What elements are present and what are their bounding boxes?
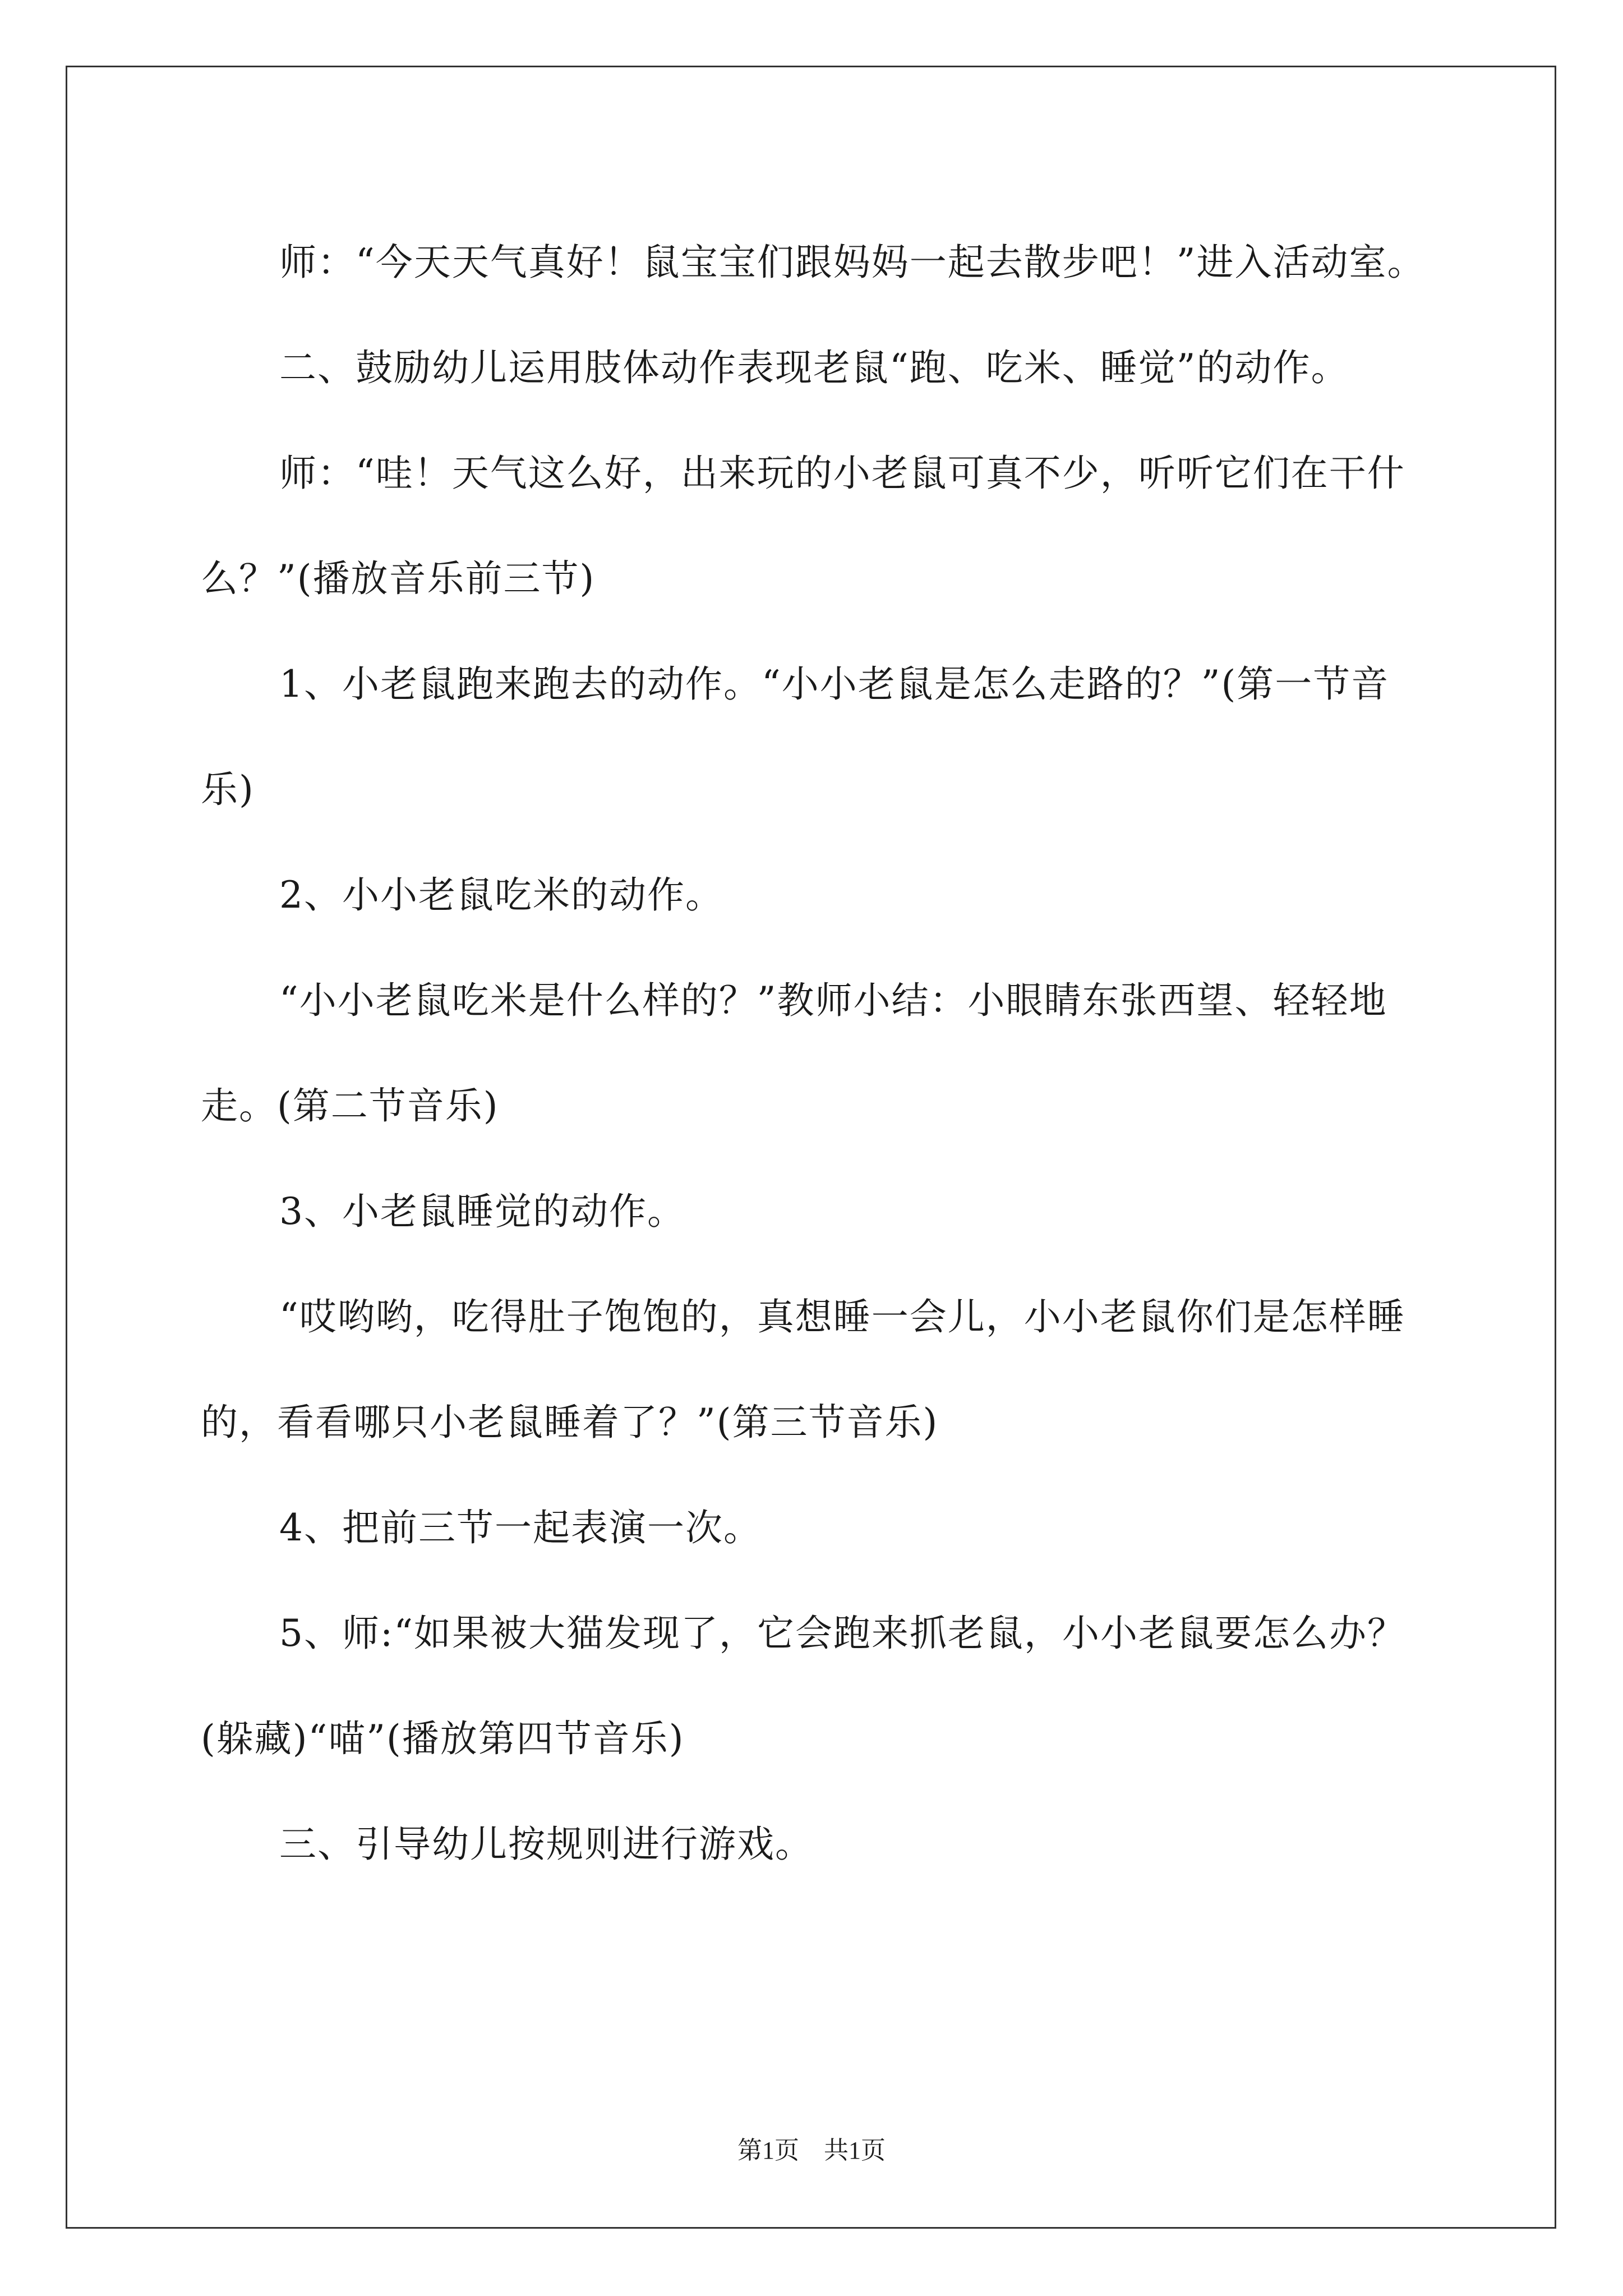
paragraph-5: 2、小小老鼠吃米的动作。	[279, 873, 723, 917]
paragraph-7: 3、小老鼠睡觉的动作。	[279, 1190, 685, 1233]
paragraph-4: 1、小老鼠跑来跑去的动作。“小小老鼠是怎么走路的？”(第一节音乐)	[201, 662, 1390, 811]
page-footer: 第1页 共1页	[737, 2137, 886, 2164]
paragraph-3: 师：“哇！天气这么好，出来玩的小老鼠可真不少，听听它们在干什么？”(播放音乐前三节)	[201, 452, 1405, 600]
paragraph-1: 师：“今天天气真好！鼠宝宝们跟妈妈一起去散步吧！”进入活动室。	[279, 241, 1426, 284]
paragraph-2: 二、鼓励幼儿运用肢体动作表现老鼠“跑、吃米、睡觉”的动作。	[279, 346, 1349, 389]
paragraph-10: 5、师:“如果被大猫发现了，它会跑来抓老鼠，小小老鼠要怎么办？(躲藏)“喵”(播放第四节音乐)	[201, 1612, 1405, 1760]
paragraph-9: 4、把前三节一起表演一次。	[279, 1506, 762, 1549]
paragraph-6: “小小老鼠吃米是什么样的？”教师小结：小眼睛东张西望、轻轻地走。(第二节音乐)	[201, 979, 1387, 1128]
paragraph-11: 三、引导幼儿按规则进行游戏。	[279, 1823, 813, 1866]
paragraph-8: “哎哟哟，吃得肚子饱饱的，真想睡一会儿，小小老鼠你们是怎样睡的，看看哪只小老鼠睡着了？”(第三节音乐)	[201, 1295, 1405, 1444]
document-body	[201, 210, 1429, 1897]
